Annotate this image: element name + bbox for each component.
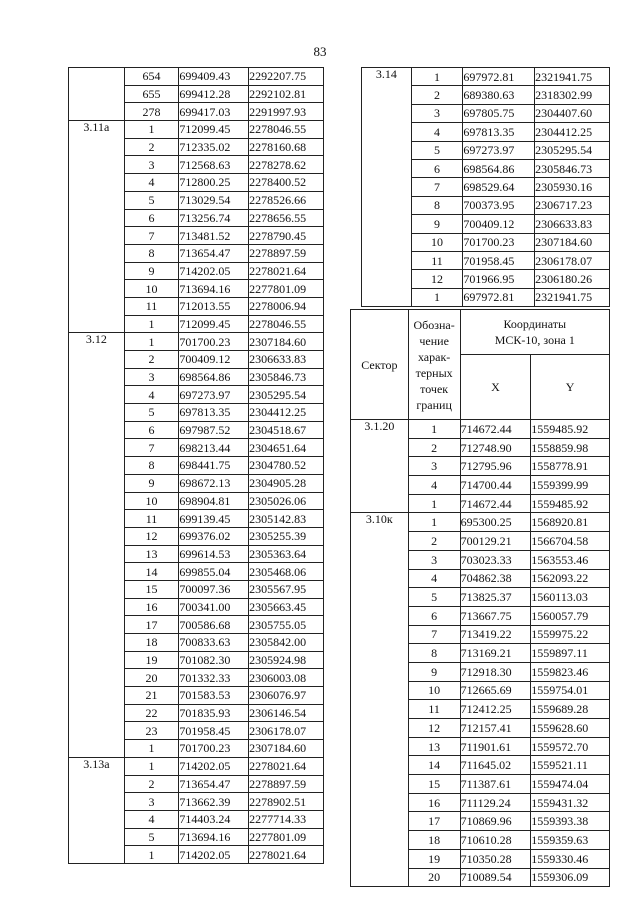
y-coordinate-cell: 1559485.92 — [531, 420, 610, 439]
y-coordinate-cell: 2278656.55 — [249, 209, 324, 227]
point-number-cell: 1 — [124, 846, 179, 864]
point-number-cell: 4 — [408, 476, 460, 495]
x-coordinate-cell: 713667.75 — [460, 606, 531, 625]
x-coordinate-cell: 697813.35 — [463, 123, 535, 141]
point-number-cell: 20 — [124, 669, 179, 687]
point-number-cell: 22 — [124, 704, 179, 722]
y-coordinate-cell: 2278790.45 — [249, 227, 324, 245]
point-number-cell: 4 — [124, 174, 179, 192]
x-coordinate-cell: 699417.03 — [179, 103, 249, 121]
point-number-cell: 7 — [124, 439, 179, 457]
y-coordinate-cell: 1563553.46 — [531, 550, 610, 569]
y-coordinate-cell: 2304780.52 — [249, 457, 324, 475]
x-coordinate-cell: 711901.61 — [460, 737, 531, 756]
point-number-cell: 11 — [124, 297, 179, 315]
point-number-cell: 278 — [124, 103, 179, 121]
point-number-cell: 10 — [411, 233, 463, 251]
y-coordinate-cell: 2306178.07 — [249, 722, 324, 740]
point-number-cell: 2 — [411, 86, 463, 104]
point-number-cell: 5 — [124, 404, 179, 422]
x-coordinate-cell: 710610.28 — [460, 831, 531, 850]
x-coordinate-cell: 712099.45 — [179, 315, 249, 333]
y-coordinate-cell: 2305468.06 — [249, 563, 324, 581]
y-coordinate-cell: 2307184.60 — [249, 333, 324, 351]
y-coordinate-cell: 2278400.52 — [249, 174, 324, 192]
x-coordinate-cell: 699855.04 — [179, 563, 249, 581]
y-coordinate-cell: 1559306.09 — [531, 868, 610, 887]
x-coordinate-cell: 712918.30 — [460, 662, 531, 681]
x-coordinate-cell: 712800.25 — [179, 174, 249, 192]
x-coordinate-cell: 713694.16 — [179, 280, 249, 298]
point-number-cell: 4 — [408, 569, 460, 588]
y-coordinate-cell: 1559689.28 — [531, 700, 610, 719]
point-number-cell: 654 — [124, 68, 179, 86]
point-number-cell: 655 — [124, 85, 179, 103]
point-number-cell: 3 — [411, 104, 463, 122]
x-coordinate-cell: 701966.95 — [463, 270, 535, 288]
point-number-cell: 17 — [408, 812, 460, 831]
y-coordinate-cell: 1559399.99 — [531, 476, 610, 495]
x-coordinate-cell: 713654.47 — [179, 775, 249, 793]
y-coordinate-cell: 2306717.23 — [535, 196, 610, 214]
x-coordinate-cell: 712013.55 — [179, 297, 249, 315]
y-coordinate-cell: 2278902.51 — [249, 793, 324, 811]
sector-cell: 3.11а — [69, 121, 125, 333]
point-number-cell: 1 — [411, 288, 463, 306]
point-number-cell: 21 — [124, 687, 179, 705]
page-number: 83 — [313, 44, 327, 59]
y-coordinate-cell: 2321941.75 — [535, 68, 610, 86]
y-coordinate-cell: 2305142.83 — [249, 510, 324, 528]
y-coordinate-cell: 2292102.81 — [249, 85, 324, 103]
x-coordinate-cell: 712099.45 — [179, 121, 249, 139]
x-coordinate-cell: 701332.33 — [179, 669, 249, 687]
point-number-cell: 3 — [124, 156, 179, 174]
point-number-cell: 23 — [124, 722, 179, 740]
point-number-cell: 1 — [124, 121, 179, 139]
point-number-cell: 8 — [124, 457, 179, 475]
x-coordinate-cell: 713169.21 — [460, 644, 531, 663]
y-coordinate-cell: 1562093.22 — [531, 569, 610, 588]
x-coordinate-cell: 698904.81 — [179, 492, 249, 510]
y-coordinate-cell: 2278526.66 — [249, 191, 324, 209]
table-row — [69, 121, 324, 139]
y-coordinate-cell: 2278046.55 — [249, 121, 324, 139]
y-coordinate-cell: 2278021.64 — [249, 846, 324, 864]
y-coordinate-cell: 2278278.62 — [249, 156, 324, 174]
point-number-cell: 1 — [124, 315, 179, 333]
table-row — [69, 333, 324, 351]
point-number-cell: 11 — [124, 510, 179, 528]
point-number-cell: 8 — [408, 644, 460, 663]
x-coordinate-cell: 703023.33 — [460, 550, 531, 569]
x-coordinate-cell: 701082.30 — [179, 651, 249, 669]
y-coordinate-cell: 2305924.98 — [249, 651, 324, 669]
x-coordinate-cell: 699409.43 — [179, 68, 249, 86]
y-coordinate-cell: 2305842.00 — [249, 634, 324, 652]
y-coordinate-cell: 2305930.16 — [535, 178, 610, 196]
y-coordinate-cell: 2304518.67 — [249, 421, 324, 439]
y-coordinate-cell: 1566704.58 — [531, 532, 610, 551]
x-coordinate-cell: 714202.05 — [179, 757, 249, 775]
y-coordinate-cell: 1559359.63 — [531, 831, 610, 850]
x-coordinate-cell: 712157.41 — [460, 719, 531, 738]
point-number-cell: 14 — [408, 756, 460, 775]
x-coordinate-cell: 714672.44 — [460, 494, 531, 513]
point-number-cell: 9 — [124, 262, 179, 280]
x-coordinate-cell: 714700.44 — [460, 476, 531, 495]
y-coordinate-cell: 1559431.32 — [531, 793, 610, 812]
table-row — [69, 757, 324, 775]
point-number-cell: 3 — [408, 550, 460, 569]
y-coordinate-cell: 1559521.11 — [531, 756, 610, 775]
y-coordinate-cell: 2306633.83 — [535, 215, 610, 233]
x-coordinate-cell: 701958.45 — [179, 722, 249, 740]
point-number-cell: 18 — [124, 634, 179, 652]
x-coordinate-cell: 701835.93 — [179, 704, 249, 722]
y-coordinate-cell: 2278897.59 — [249, 244, 324, 262]
x-coordinate-cell: 698441.75 — [179, 457, 249, 475]
x-coordinate-cell: 700409.12 — [463, 215, 535, 233]
y-coordinate-cell: 1559330.46 — [531, 849, 610, 868]
x-coordinate-cell: 698213.44 — [179, 439, 249, 457]
point-number-cell: 1 — [124, 757, 179, 775]
x-coordinate-cell: 712412.25 — [460, 700, 531, 719]
y-coordinate-cell: 2305567.95 — [249, 580, 324, 598]
y-coordinate-cell: 2304412.25 — [249, 404, 324, 422]
y-coordinate-cell: 2304412.25 — [535, 123, 610, 141]
y-coordinate-cell: 2278021.64 — [249, 757, 324, 775]
x-coordinate-cell: 689380.63 — [463, 86, 535, 104]
y-coordinate-cell: 1558778.91 — [531, 457, 610, 476]
y-coordinate-cell: 2277801.09 — [249, 828, 324, 846]
x-coordinate-cell: 700373.95 — [463, 196, 535, 214]
y-coordinate-cell: 1559823.46 — [531, 662, 610, 681]
y-coordinate-cell: 1559897.11 — [531, 644, 610, 663]
header-designation: Обозна- чение харак- терных точек границ — [408, 310, 460, 420]
point-number-cell: 1 — [124, 333, 179, 351]
x-coordinate-cell: 711645.02 — [460, 756, 531, 775]
point-number-cell: 6 — [408, 606, 460, 625]
point-number-cell: 9 — [408, 662, 460, 681]
point-number-cell: 7 — [408, 625, 460, 644]
x-coordinate-cell: 698564.86 — [179, 368, 249, 386]
point-number-cell: 1 — [408, 494, 460, 513]
x-coordinate-cell: 699412.28 — [179, 85, 249, 103]
x-coordinate-cell: 700341.00 — [179, 598, 249, 616]
x-coordinate-cell: 714202.05 — [179, 846, 249, 864]
x-coordinate-cell: 697273.97 — [463, 141, 535, 159]
coordinates-table-right-bottom — [350, 309, 610, 887]
x-coordinate-cell: 710869.96 — [460, 812, 531, 831]
x-coordinate-cell: 697805.75 — [463, 104, 535, 122]
y-coordinate-cell: 2306178.07 — [535, 251, 610, 269]
x-coordinate-cell: 711387.61 — [460, 775, 531, 794]
y-coordinate-cell: 1559975.22 — [531, 625, 610, 644]
x-coordinate-cell: 700409.12 — [179, 351, 249, 369]
coordinates-table-left — [68, 67, 324, 864]
point-number-cell: 7 — [411, 178, 463, 196]
x-coordinate-cell: 699614.53 — [179, 545, 249, 563]
point-number-cell: 10 — [124, 492, 179, 510]
x-coordinate-cell: 712568.63 — [179, 156, 249, 174]
point-number-cell: 10 — [408, 681, 460, 700]
point-number-cell: 15 — [124, 580, 179, 598]
point-number-cell: 19 — [408, 849, 460, 868]
y-coordinate-cell: 2305846.73 — [535, 159, 610, 177]
point-number-cell: 3 — [408, 457, 460, 476]
point-number-cell: 13 — [408, 737, 460, 756]
point-number-cell: 8 — [124, 244, 179, 262]
table-row — [69, 68, 324, 86]
y-coordinate-cell: 1560113.03 — [531, 588, 610, 607]
y-coordinate-cell: 2306633.83 — [249, 351, 324, 369]
table-row — [351, 420, 610, 439]
point-number-cell: 8 — [411, 196, 463, 214]
y-coordinate-cell: 2278897.59 — [249, 775, 324, 793]
sector-cell: 3.13а — [69, 757, 125, 863]
x-coordinate-cell: 714202.05 — [179, 262, 249, 280]
x-coordinate-cell: 714403.24 — [179, 810, 249, 828]
x-coordinate-cell: 713419.22 — [460, 625, 531, 644]
point-number-cell: 4 — [411, 123, 463, 141]
point-number-cell: 4 — [124, 386, 179, 404]
header-x: X — [460, 355, 531, 420]
x-coordinate-cell: 710350.28 — [460, 849, 531, 868]
sector-cell: 3.14 — [362, 68, 412, 307]
x-coordinate-cell: 701700.23 — [179, 740, 249, 758]
point-number-cell: 2 — [124, 775, 179, 793]
y-coordinate-cell: 2305295.54 — [249, 386, 324, 404]
point-number-cell: 4 — [124, 810, 179, 828]
table-row — [362, 68, 610, 86]
x-coordinate-cell: 697813.35 — [179, 404, 249, 422]
header-coordinates: Координаты МСК-10, зона 1 — [460, 310, 609, 355]
y-coordinate-cell: 2306180.26 — [535, 270, 610, 288]
y-coordinate-cell: 2306003.08 — [249, 669, 324, 687]
point-number-cell: 6 — [411, 159, 463, 177]
x-coordinate-cell: 704862.38 — [460, 569, 531, 588]
y-coordinate-cell: 2305755.05 — [249, 616, 324, 634]
header-y: Y — [531, 355, 610, 420]
y-coordinate-cell: 2321941.75 — [535, 288, 610, 306]
x-coordinate-cell: 701958.45 — [463, 251, 535, 269]
x-coordinate-cell: 714672.44 — [460, 420, 531, 439]
point-number-cell: 3 — [124, 793, 179, 811]
y-coordinate-cell: 2278160.68 — [249, 138, 324, 156]
y-coordinate-cell: 2305255.39 — [249, 527, 324, 545]
x-coordinate-cell: 713694.16 — [179, 828, 249, 846]
point-number-cell: 6 — [124, 209, 179, 227]
point-number-cell: 2 — [124, 351, 179, 369]
y-coordinate-cell: 1560057.79 — [531, 606, 610, 625]
sector-cell: 3.1.20 — [351, 420, 409, 513]
x-coordinate-cell: 697273.97 — [179, 386, 249, 404]
sector-cell — [69, 68, 125, 121]
x-coordinate-cell: 700833.63 — [179, 634, 249, 652]
x-coordinate-cell: 700586.68 — [179, 616, 249, 634]
point-number-cell: 10 — [124, 280, 179, 298]
x-coordinate-cell: 713256.74 — [179, 209, 249, 227]
y-coordinate-cell: 2278046.55 — [249, 315, 324, 333]
x-coordinate-cell: 701583.53 — [179, 687, 249, 705]
y-coordinate-cell: 1559572.70 — [531, 737, 610, 756]
point-number-cell: 2 — [408, 438, 460, 457]
x-coordinate-cell: 713654.47 — [179, 244, 249, 262]
x-coordinate-cell: 699139.45 — [179, 510, 249, 528]
point-number-cell: 7 — [124, 227, 179, 245]
x-coordinate-cell: 700097.36 — [179, 580, 249, 598]
y-coordinate-cell: 2292207.75 — [249, 68, 324, 86]
y-coordinate-cell: 1559754.01 — [531, 681, 610, 700]
y-coordinate-cell: 2305363.64 — [249, 545, 324, 563]
x-coordinate-cell: 712795.96 — [460, 457, 531, 476]
x-coordinate-cell: 698564.86 — [463, 159, 535, 177]
x-coordinate-cell: 698672.13 — [179, 474, 249, 492]
y-coordinate-cell: 2291997.93 — [249, 103, 324, 121]
sector-cell: 3.10к — [351, 513, 409, 887]
point-number-cell: 15 — [408, 775, 460, 794]
x-coordinate-cell: 712335.02 — [179, 138, 249, 156]
point-number-cell: 1 — [408, 513, 460, 532]
point-number-cell: 2 — [124, 138, 179, 156]
point-number-cell: 9 — [411, 215, 463, 233]
point-number-cell: 16 — [124, 598, 179, 616]
point-number-cell: 9 — [124, 474, 179, 492]
y-coordinate-cell: 2305295.54 — [535, 141, 610, 159]
y-coordinate-cell: 2277801.09 — [249, 280, 324, 298]
y-coordinate-cell: 1558859.98 — [531, 438, 610, 457]
x-coordinate-cell: 701700.23 — [179, 333, 249, 351]
point-number-cell: 16 — [408, 793, 460, 812]
header-sector: Сектор — [351, 310, 409, 420]
sector-cell: 3.12 — [69, 333, 125, 758]
y-coordinate-cell: 2305663.45 — [249, 598, 324, 616]
x-coordinate-cell: 701700.23 — [463, 233, 535, 251]
y-coordinate-cell: 2304905.28 — [249, 474, 324, 492]
point-number-cell: 1 — [411, 68, 463, 86]
x-coordinate-cell: 713029.54 — [179, 191, 249, 209]
y-coordinate-cell: 1568920.81 — [531, 513, 610, 532]
y-coordinate-cell: 2305846.73 — [249, 368, 324, 386]
point-number-cell: 20 — [408, 868, 460, 887]
x-coordinate-cell: 711129.24 — [460, 793, 531, 812]
point-number-cell: 5 — [411, 141, 463, 159]
y-coordinate-cell: 1559474.04 — [531, 775, 610, 794]
y-coordinate-cell: 2304407.60 — [535, 104, 610, 122]
point-number-cell: 14 — [124, 563, 179, 581]
y-coordinate-cell: 1559485.92 — [531, 494, 610, 513]
point-number-cell: 1 — [124, 740, 179, 758]
point-number-cell: 6 — [124, 421, 179, 439]
point-number-cell: 18 — [408, 831, 460, 850]
x-coordinate-cell: 713481.52 — [179, 227, 249, 245]
x-coordinate-cell: 700129.21 — [460, 532, 531, 551]
point-number-cell: 12 — [124, 527, 179, 545]
point-number-cell: 5 — [124, 828, 179, 846]
y-coordinate-cell: 2318302.99 — [535, 86, 610, 104]
point-number-cell: 13 — [124, 545, 179, 563]
x-coordinate-cell: 712748.90 — [460, 438, 531, 457]
point-number-cell: 12 — [408, 719, 460, 738]
point-number-cell: 5 — [408, 588, 460, 607]
point-number-cell: 11 — [408, 700, 460, 719]
y-coordinate-cell: 1559628.60 — [531, 719, 610, 738]
x-coordinate-cell: 697987.52 — [179, 421, 249, 439]
x-coordinate-cell: 697972.81 — [463, 68, 535, 86]
x-coordinate-cell: 713662.39 — [179, 793, 249, 811]
x-coordinate-cell: 713825.37 — [460, 588, 531, 607]
point-number-cell: 3 — [124, 368, 179, 386]
y-coordinate-cell: 2278021.64 — [249, 262, 324, 280]
y-coordinate-cell: 2305026.06 — [249, 492, 324, 510]
y-coordinate-cell: 2306076.97 — [249, 687, 324, 705]
x-coordinate-cell: 699376.02 — [179, 527, 249, 545]
y-coordinate-cell: 1559393.38 — [531, 812, 610, 831]
x-coordinate-cell: 712665.69 — [460, 681, 531, 700]
x-coordinate-cell: 698529.64 — [463, 178, 535, 196]
table-row — [351, 513, 610, 532]
point-number-cell: 19 — [124, 651, 179, 669]
y-coordinate-cell: 2307184.60 — [249, 740, 324, 758]
point-number-cell: 2 — [408, 532, 460, 551]
point-number-cell: 17 — [124, 616, 179, 634]
point-number-cell: 5 — [124, 191, 179, 209]
y-coordinate-cell: 2307184.60 — [535, 233, 610, 251]
point-number-cell: 1 — [408, 420, 460, 439]
coordinates-table-right-top — [361, 67, 610, 307]
x-coordinate-cell: 697972.81 — [463, 288, 535, 306]
x-coordinate-cell: 695300.25 — [460, 513, 531, 532]
y-coordinate-cell: 2278006.94 — [249, 297, 324, 315]
y-coordinate-cell: 2306146.54 — [249, 704, 324, 722]
y-coordinate-cell: 2304651.64 — [249, 439, 324, 457]
y-coordinate-cell: 2277714.33 — [249, 810, 324, 828]
point-number-cell: 12 — [411, 270, 463, 288]
x-coordinate-cell: 710089.54 — [460, 868, 531, 887]
point-number-cell: 11 — [411, 251, 463, 269]
